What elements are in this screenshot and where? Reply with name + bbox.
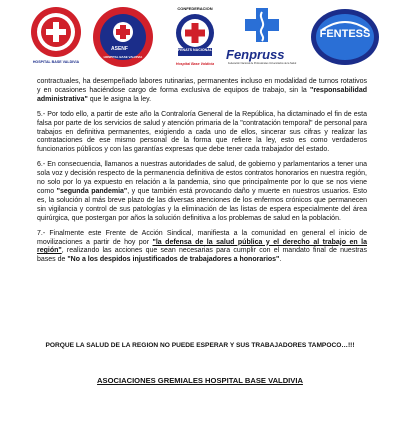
closing-motto: PORQUE LA SALUD DE LA REGION NO PUEDE ESPERAR Y SUS TRABAJADORES TAMPOCO…!!! (45, 342, 355, 349)
paragraph-6 (37, 161, 367, 223)
association-logo-1 (30, 6, 82, 64)
p7-text-c: , realizando las acciones que sean necesarias para cumplir con el mandato final de nuestras bases de (37, 247, 367, 264)
asenf-logo (92, 6, 154, 68)
asenf-name: ASENF (111, 46, 128, 52)
p7-text-a: 7.- Finalmente este Frente de Acción Sindical, manifiesta a la comunidad en general el inicio de movilizaciones a partir de hoy por (37, 229, 367, 246)
p6-emphasis: "segunda pandemia" (56, 187, 128, 195)
p0-text-a: contractuales, ha desempeñado labores rutinarias, permanentes incluso en modalidad de turnos rotativos y en ocasiones haciéndose cargo de forma exclusiva de equipos de trabajo, sin la (37, 78, 367, 94)
paragraph-continuation (37, 78, 367, 105)
p7-emphasis-underlined: "la defensa de la salud pública y el derecho al trabajo en la región" (37, 238, 367, 255)
fentess-name: FENTESS (319, 28, 371, 40)
logo2-caption: HOSPITAL BASE VALDIVIA (103, 55, 143, 59)
fenats-top-label: CONFEDERACION (177, 6, 213, 11)
letter-body (37, 78, 367, 271)
p6-text-a: 6.- En consecuencia, llamanos a nuestras autoridades de salud, de gobierno y parlamentarios a tener una sola voz y decisión respecto de la permanencia definitiva de estos contratos honorarios en nuestra región, no solo por lo ya expuesto en relación a la pandemia, sino que principalmente por lo que se nos viene como (37, 161, 367, 195)
fenats-logo (168, 6, 222, 66)
logo4-caption: Federación Nacional de Profesionales Universitarios de la Salud (228, 62, 297, 65)
fentess-logo (310, 8, 380, 66)
paragraph-5: 5.- Por todo ello, a partir de este año la Contraloría General de la República, ha dictaminado el fin de esta falsa por parte de los servicios de salud y atención primaria de la "contratación temporal" de personal para trabajos en definitiva permanentes, exigiendo a cada uno de ellos, sincerar sus cifras y realizar las contrataciones de ese mismo personal de la forma que refiere la ley, esto es como verdaderos funcionarios públicos y con las garantías expresas que debe tener cada trabajador del estado. (37, 110, 367, 154)
signature-line: ASOCIACIONES GREMIALES HOSPITAL BASE VALDIVIA (97, 376, 303, 385)
logo-strip (30, 6, 380, 76)
logo1-caption: HOSPITAL BASE VALDIVIA (32, 60, 80, 64)
logo3-caption: Hospital Base Valdivia (175, 62, 215, 66)
fenpruss-emblem-icon (230, 6, 294, 46)
p6-text-c: , y que también está provocando daño y muerte en nuestros usuarios. Esto es, la solución al más breve plazo de las diversas atenciones de los enfermos crónicos que permanecen sin vigilancia y control de sus patologías y la eliminación de las listas de espera especialmente del área quirúrgica, que postergan por años la solución definitiva a los problemas de salud en la población. (37, 187, 367, 222)
fenats-emblem-icon (168, 13, 222, 59)
fenpruss-logo (226, 6, 297, 65)
fenpruss-name: Fenpruss (226, 47, 285, 62)
p0-text-c: que le asigna la ley. (87, 95, 152, 103)
red-cross-emblem-icon (30, 6, 82, 58)
p7-text-e: . (279, 256, 282, 264)
paragraph-7 (37, 230, 367, 266)
p7-emphasis: "No a los despidos injustificados de trabajadores a honorarios" (67, 256, 280, 264)
fenats-name: FENATS NACIONAL (177, 48, 213, 52)
p0-emphasis: "responsabilidad administrativa" (37, 86, 367, 103)
